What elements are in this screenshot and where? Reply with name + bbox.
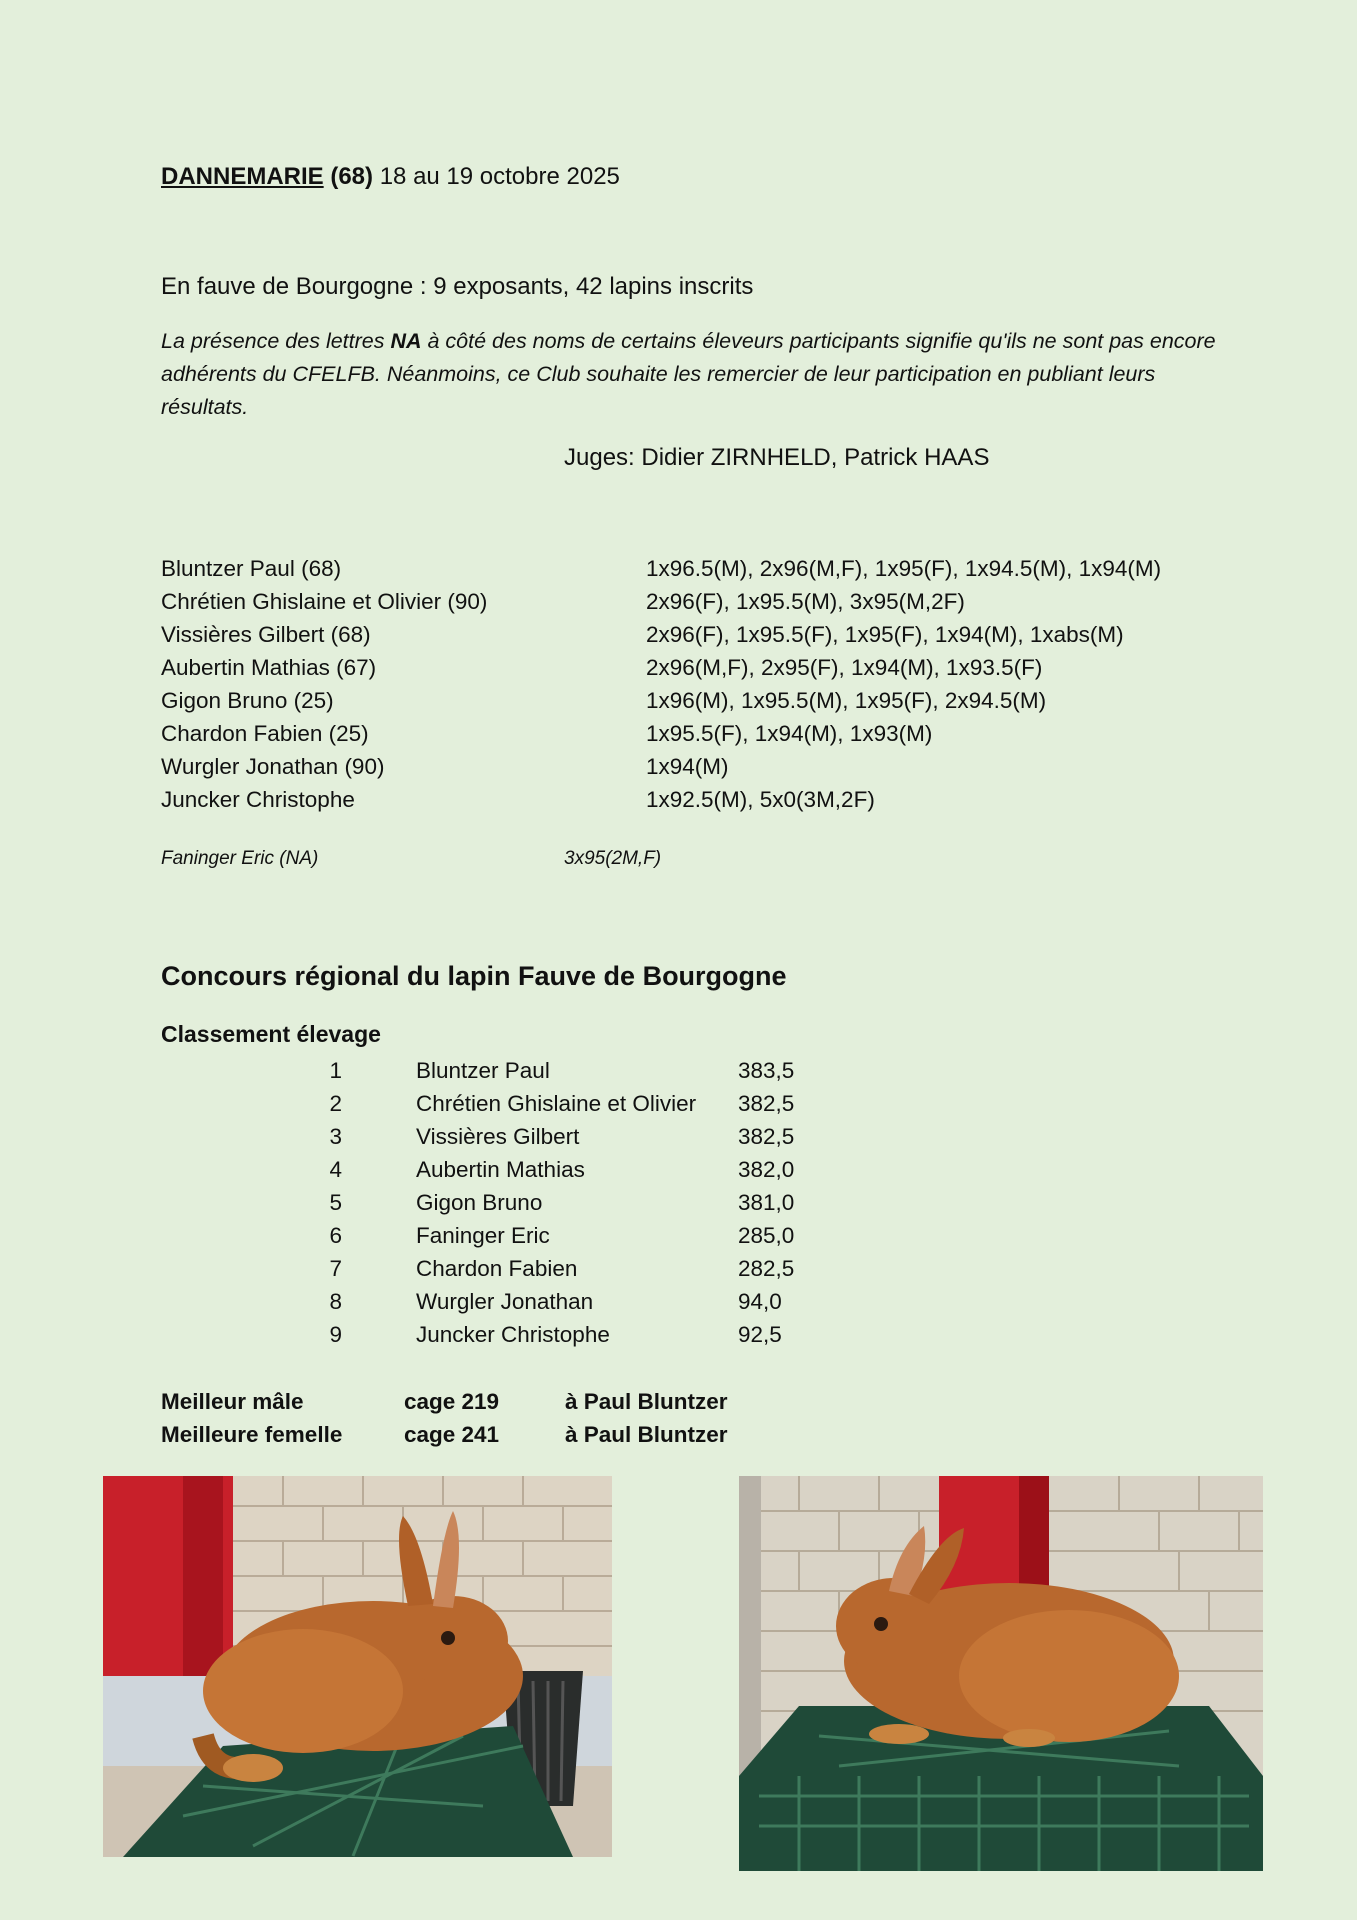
ranking-row <box>161 1120 818 1153</box>
ranking-position: 5 <box>329 1190 342 1215</box>
ranking-position: 2 <box>329 1091 342 1116</box>
breeder-scores: 1x96(M), 1x95.5(M), 1x95(F), 2x94.5(M) <box>646 688 1047 713</box>
breeder-name: Chrétien Ghislaine et Olivier (90) <box>161 589 488 614</box>
ranking-position: 9 <box>329 1322 342 1347</box>
photo-best-male <box>103 1476 612 1857</box>
breeder-scores: 1x96.5(M), 2x96(M,F), 1x95(F), 1x94.5(M), 1x94(M) <box>646 556 1162 581</box>
result-row <box>161 684 1221 717</box>
ranking-row <box>161 1219 818 1252</box>
breeder-name: Bluntzer Paul (68) <box>161 556 342 581</box>
award-cage: cage 241 <box>404 1422 500 1447</box>
ranking-row <box>161 1054 818 1087</box>
breeder-name: Wurgler Jonathan (90) <box>161 754 385 779</box>
ranking-breeder: Gigon Bruno <box>416 1190 543 1215</box>
ranking-score: 94,0 <box>738 1289 782 1314</box>
ranking-position: 7 <box>329 1256 342 1281</box>
best-award-row <box>161 1418 728 1451</box>
ranking-position: 1 <box>329 1058 342 1083</box>
ranking-breeder: Wurgler Jonathan <box>416 1289 594 1314</box>
ranking-breeder: Faninger Eric <box>416 1223 550 1248</box>
ranking-score: 381,0 <box>738 1190 795 1215</box>
ranking-score: 92,5 <box>738 1322 782 1347</box>
ranking-table <box>161 1054 818 1351</box>
show-department: (68) <box>330 163 374 190</box>
note-na-marker: NA <box>390 329 422 353</box>
show-dates: 18 au 19 octobre 2025 <box>379 163 620 190</box>
breeder-name: Juncker Christophe <box>161 787 355 812</box>
result-row <box>161 585 1221 618</box>
contest-title: Concours régional du lapin Fauve de Bourgogne <box>161 961 787 991</box>
ranking-row <box>161 1087 818 1120</box>
result-row <box>161 783 1221 816</box>
na-breeder-name: Faninger Eric (NA) <box>161 848 319 869</box>
page-title <box>161 163 620 191</box>
breeder-scores: 2x96(M,F), 2x95(F), 1x94(M), 1x93.5(F) <box>646 655 1043 680</box>
na-note <box>161 325 1221 424</box>
award-label: Meilleur mâle <box>161 1389 304 1414</box>
ranking-position: 6 <box>329 1223 342 1248</box>
best-award-row <box>161 1385 728 1418</box>
ranking-score: 282,5 <box>738 1256 795 1281</box>
ranking-score: 382,0 <box>738 1157 795 1182</box>
ranking-row <box>161 1318 818 1351</box>
award-owner: à Paul Bluntzer <box>565 1422 728 1447</box>
breeder-name: Gigon Bruno (25) <box>161 688 334 713</box>
breeder-name: Vissières Gilbert (68) <box>161 622 371 647</box>
ranking-breeder: Bluntzer Paul <box>416 1058 550 1083</box>
breeder-scores: 1x95.5(F), 1x94(M), 1x93(M) <box>646 721 933 746</box>
award-owner: à Paul Bluntzer <box>565 1389 728 1414</box>
ranking-row <box>161 1153 818 1186</box>
ranking-title: Classement élevage <box>161 1021 381 1047</box>
result-row <box>161 717 1221 750</box>
ranking-position: 4 <box>329 1157 342 1182</box>
photo-best-female <box>739 1476 1263 1871</box>
breeder-scores: 2x96(F), 1x95.5(F), 1x95(F), 1x94(M), 1xabs(M) <box>646 622 1124 647</box>
entries-summary: En fauve de Bourgogne : 9 exposants, 42 lapins inscrits <box>161 273 754 300</box>
ranking-position: 8 <box>329 1289 342 1314</box>
na-result-row <box>161 848 661 870</box>
note-text-2: à côté des noms de certains éleveurs participants signifie qu'ils ne sont pas encore adhérents du CFELFB. Néanmoins, ce Club souhaite les remercier de leur participation en publiant leurs résultats. <box>161 329 1216 419</box>
best-awards <box>161 1385 728 1451</box>
result-row <box>161 651 1221 684</box>
award-cage: cage 219 <box>404 1389 500 1414</box>
ranking-row <box>161 1285 818 1318</box>
award-label: Meilleure femelle <box>161 1422 343 1447</box>
breeder-name: Chardon Fabien (25) <box>161 721 369 746</box>
result-row <box>161 552 1221 585</box>
judges-line: Juges: Didier ZIRNHELD, Patrick HAAS <box>564 444 990 471</box>
ranking-score: 382,5 <box>738 1124 795 1149</box>
na-breeder-scores: 3x95(2M,F) <box>564 848 662 869</box>
result-row <box>161 750 1221 783</box>
breeder-scores: 1x94(M) <box>646 754 729 779</box>
ranking-breeder: Juncker Christophe <box>416 1322 610 1347</box>
breeder-scores: 2x96(F), 1x95.5(M), 3x95(M,2F) <box>646 589 965 614</box>
ranking-score: 285,0 <box>738 1223 795 1248</box>
ranking-row <box>161 1186 818 1219</box>
breeder-name: Aubertin Mathias (67) <box>161 655 377 680</box>
ranking-score: 383,5 <box>738 1058 795 1083</box>
ranking-score: 382,5 <box>738 1091 795 1116</box>
ranking-row <box>161 1252 818 1285</box>
ranking-position: 3 <box>329 1124 342 1149</box>
show-location: DANNEMARIE <box>161 163 324 190</box>
ranking-breeder: Chardon Fabien <box>416 1256 578 1281</box>
breeder-scores: 1x92.5(M), 5x0(3M,2F) <box>646 787 875 812</box>
results-list <box>161 552 1221 816</box>
ranking-breeder: Aubertin Mathias <box>416 1157 585 1182</box>
result-row <box>161 618 1221 651</box>
ranking-breeder: Chrétien Ghislaine et Olivier <box>416 1091 697 1116</box>
note-text-1: La présence des lettres <box>161 329 391 353</box>
ranking-breeder: Vissières Gilbert <box>416 1124 580 1149</box>
